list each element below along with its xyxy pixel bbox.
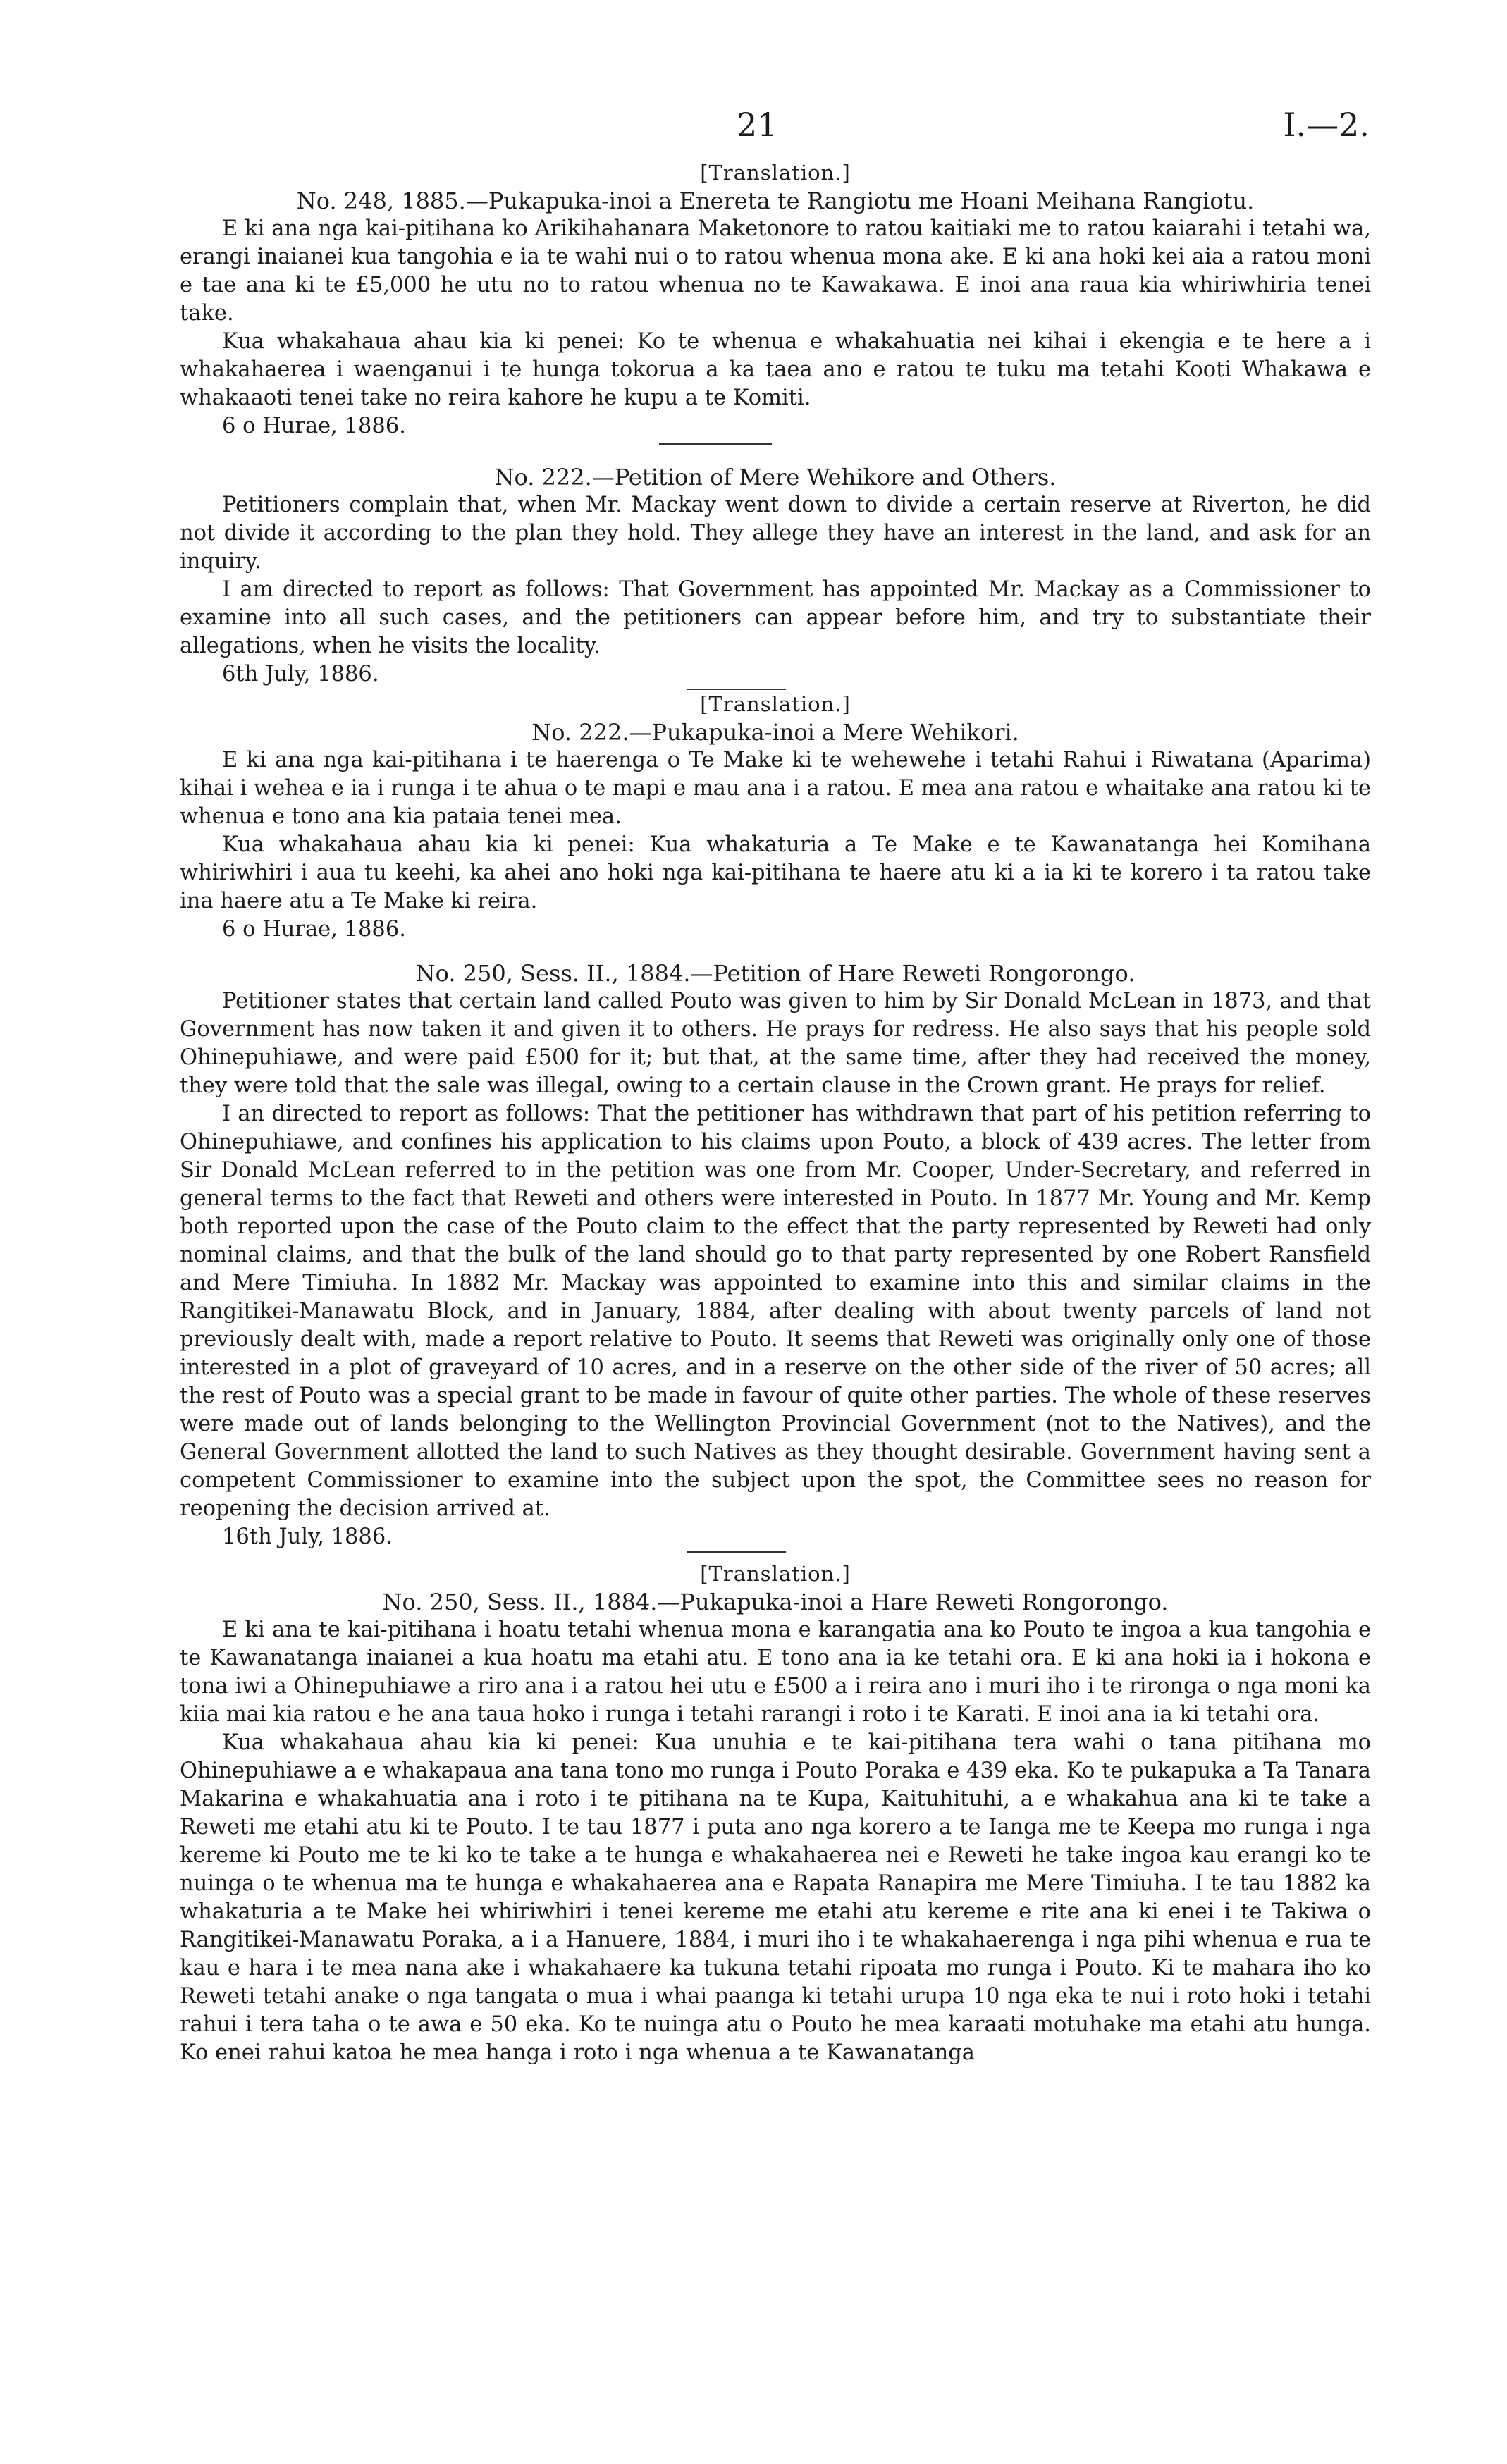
page-number: 21 xyxy=(737,106,778,144)
petition-heading: No. 250, Sess. II., 1884.—Pukapuka-inoi a Hare Reweti Rongorongo. xyxy=(382,1589,1169,1615)
section-250-translation xyxy=(180,1560,1371,2067)
translation-label: [Translation.] xyxy=(700,1562,851,1586)
paragraph: E ki ana te kai-pitihana i hoatu tetahi whenua mona e karangatia ana ko Pouto te ingoa a kua tangohia e te Kawanatanga inaianei a kua hoatu ma etahi atu. E tono ana ia ke tetahi ora. E ki ana hoki ia i hokona e tona iwi a Ohinepuhiawe a riro ana i a ratou hei utu e £500 a i reira ano i muri iho i te rironga o nga moni ka kiia mai kia ratou e he ana taua hoko i runga i tetahi rarangi i roto i te Karati. E inoi ana ia ki tetahi ora. xyxy=(180,1618,1371,1727)
date-line: 16th July, 1886. xyxy=(222,1524,393,1549)
document-reference: I.—2. xyxy=(1283,106,1370,144)
section-divider xyxy=(659,443,772,445)
document-body xyxy=(180,159,1371,2067)
paragraph: Kua whakahaua ahau kia ki penei: Kua unuhia e te kai-pitihana tera wahi o tana pitihana mo Ohinepuhiawe a e whakapaua ana tana tono mo runga i Pouto Poraka e 439 eka. Ko te pukapuka a Ta Tanara Makarina e whakahuatia ana i roto i te pitihana na te Kupa, Kaituhituhi, a e whakahua ana ki te take a Reweti me etahi atu ki te Pouto. I te tau 1877 i puta ano nga korero a te Ianga me te Keepa mo runga i nga kereme ki Pouto me te ki ko te take a te hunga e whakahaerea nei e Reweti he take ingoa kau erangi ko te nuinga o te whenua ma te hunga e whakahaerea ana e Rapata Ranapira me Mere Timiuha. I te tau 1882 ka whakaturia a te Make hei whiriwhiri i tenei kereme me etahi atu kereme e rite ana ki enei i te Takiwa o Rangitikei-Manawatu Poraka, a i a Hanuere, 1884, i muri iho i te whakahaerenga i nga pihi whenua e rua te kau e hara i te mea nana ake i whakahaere ka tukuna tetahi ripoata mo runga i Pouto. Ki te mahara iho ko Reweti tetahi anake o nga tangata o mua i whai paanga ki tetahi urupa 10 nga eka te nui i roto hoki i tetahi rahui i tera taha o te awa e 50 eka. Ko te nuinga atu o Pouto he mea karaati motuhake ma etahi atu hunga. Ko enei rahui katoa he mea hanga i roto i nga whenua a te Kawanatanga xyxy=(180,1730,1371,2065)
petition-heading: No. 250, Sess. II., 1884.—Petition of Hare Reweti Rongorongo. xyxy=(415,960,1136,987)
date-line: 6 o Hurae, 1886. xyxy=(222,414,406,438)
paragraph: Petitioners complain that, when Mr. Mackay went down to divide a certain reserve at Riverton, he did not divide it according to the plan they hold. They allege they have an interest in the land, and ask for an inquiry. xyxy=(180,493,1371,574)
paragraph: Kua whakahaua ahau kia ki penei: Kua whakaturia a Te Make e te Kawanatanga hei Komihana whiriwhiri i aua tu keehi, ka ahei ano hoki nga kai-pitihana te haere atu ki a ia ki te korero i ta ratou take ina haere atu a Te Make ki reira. xyxy=(180,832,1371,913)
translation-label: [Translation.] xyxy=(700,161,851,185)
petition-heading: No. 248, 1885.—Pukapuka-inoi a Enereta te Rangiotu me Hoani Meihana Rangiotu. xyxy=(296,187,1255,214)
paragraph: E ki ana nga kai-pitihana i te haerenga o Te Make ki te wehewehe i tetahi Rahui i Riwatana (Aparima) kihai i wehea e ia i runga i te ahua o te mapi e mau ana i a ratou. E mea ana ratou e whaitake ana ratou ki te whenua e tono ana kia pataia tenei mea. xyxy=(180,748,1371,829)
petition-heading: No. 222.—Petition of Mere Wehikore and Others. xyxy=(494,464,1057,491)
paragraph: E ki ana nga kai-pitihana ko Arikihahanara Maketonore to ratou kaitiaki me to ratou kaiarahi i tetahi wa, erangi inaianei kua tangohia e ia te wahi nui o to ratou whenua mona ake. E ki ana hoki kei aia a ratou moni e tae ana ki te £5,000 he utu no to ratou whenua no te Kawakawa. E inoi ana raua kia whiriwhiria tenei take. xyxy=(180,216,1371,326)
paragraph: I am directed to report as follows: That Government has appointed Mr. Mackay as a Commissioner to examine into all such cases, and the petitioners can appear before him, and try to substantiate their allegations, when he visits the locality. xyxy=(180,577,1371,658)
date-line: 6 o Hurae, 1886. xyxy=(222,917,406,942)
section-250 xyxy=(180,959,1371,1553)
section-248-translation xyxy=(180,159,1371,445)
section-222 xyxy=(180,463,1371,690)
paragraph: Petitioner states that certain land called Pouto was given to him by Sir Donald McLean in 1873, and that Government has now taken it and given it to others. He prays for redress. He also says that his people sold Ohinepuhiawe, and were paid £500 for it; but that, at the same time, after they had received the money, they were told that the sale was illegal, owing to a certain clause in the Crown grant. He prays for relief. xyxy=(180,989,1371,1098)
paragraph: I an directed to report as follows: That the petitioner has withdrawn that part of his petition referring to Ohinepuhiawe, and confines his application to his claims upon Pouto, a block of 439 acres. The letter from Sir Donald McLean referred to in the petition was one from Mr. Cooper, Under-Secretary, and referred in general terms to the fact that Reweti and others were interested in Pouto. In 1877 Mr. Young and Mr. Kemp both reported upon the case of the Pouto claim to the effect that the party represented by Reweti had only nominal claims, and that the bulk of the land should go to that party represented by one Robert Ransfield and Mere Timiuha. In 1882 Mr. Mackay was appointed to examine into this and similar claims in the Rangitikei-Manawatu Block, and in January, 1884, after dealing with about twenty parcels of land not previously dealt with, made a report relative to Pouto. It seems that Reweti was originally only one of those interested in a plot of graveyard of 10 acres, and in a reserve on the other side of the river of 50 acres; all the rest of Pouto was a special grant to be made in favour of quite other parties. The whole of these reserves were made out of lands belonging to the Wellington Provincial Government (not to the Natives), and the General Government allotted the land to such Natives as they thought desirable. Government having sent a competent Commissioner to examine into the subject upon the spot, the Committee sees no reason for reopening the decision arrived at. xyxy=(180,1102,1371,1521)
section-222-translation xyxy=(180,690,1371,944)
translation-label: [Translation.] xyxy=(700,692,851,716)
paragraph: Kua whakahaua ahau kia ki penei: Ko te whenua e whakahuatia nei kihai i ekengia e te here a i whakahaerea i waenganui i te hunga tokorua a ka taea ano e ratou te tuku ma tetahi Kooti Whakawa e whakaaoti tenei take no reira kahore he kupu a te Komiti. xyxy=(180,329,1371,410)
petition-heading: No. 222.—Pukapuka-inoi a Mere Wehikori. xyxy=(531,719,1019,746)
date-line: 6th July, 1886. xyxy=(222,662,379,686)
